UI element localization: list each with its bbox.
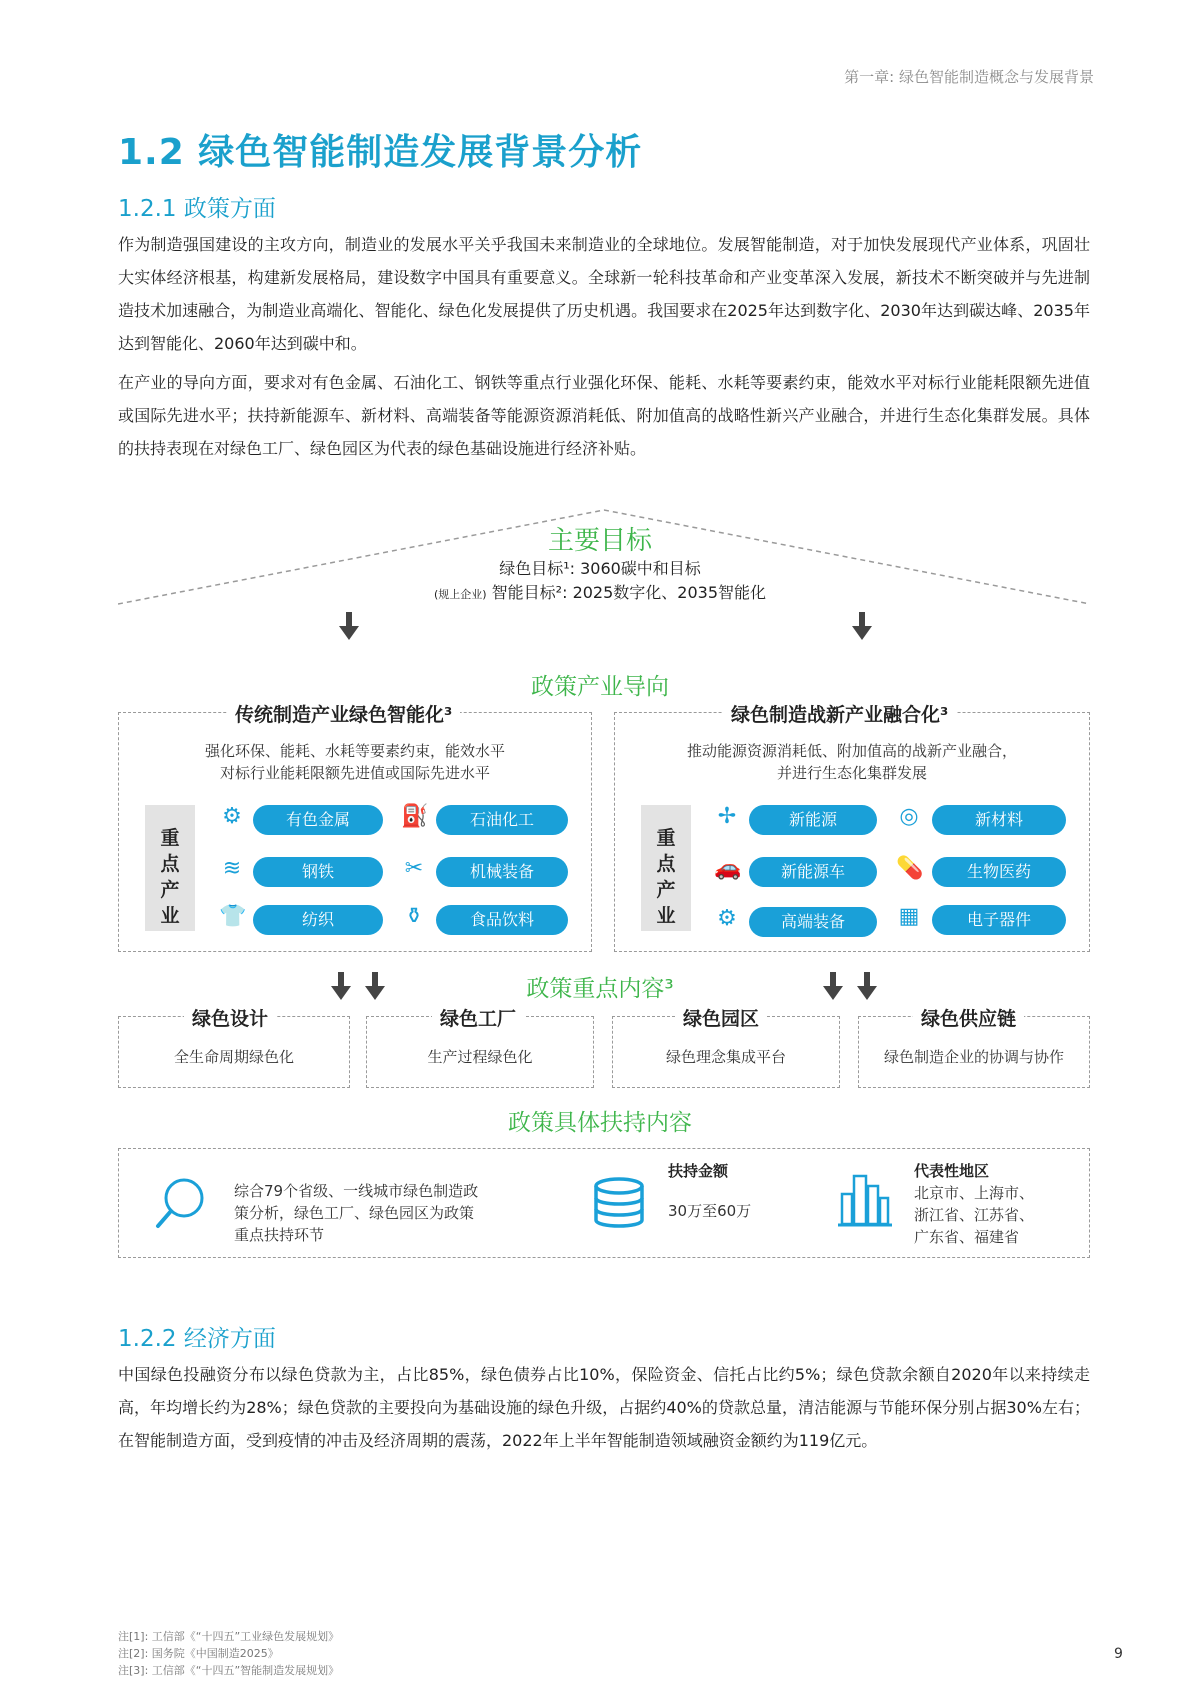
machinery-icon: ✂ — [404, 856, 424, 881]
smart-goal-line — [0, 580, 1200, 603]
guidance-title: 政策产业导向 — [531, 674, 669, 700]
steel-icon: ≋ — [222, 856, 242, 881]
economy-subtitle: 1.2.2 经济方面 — [118, 1326, 276, 1352]
industry-pill: 生物医药 — [932, 857, 1066, 887]
support-scope-line: 策分析，绿色工厂、绿色园区为政策 — [234, 1204, 475, 1222]
focus-box-desc: 全生命周期绿色化 — [173, 1048, 294, 1066]
industry-pill: 有色金属 — [253, 805, 383, 835]
page-number: 9 — [1114, 1646, 1123, 1662]
chip-icon: ▦ — [898, 904, 920, 929]
industry-pill: 高端装备 — [749, 907, 877, 937]
focus-box-title: 绿色设计 — [184, 1004, 276, 1031]
emerging-desc-2: 并进行生态化集群发展 — [776, 764, 927, 782]
amount-value: 30万至60万 — [668, 1202, 752, 1220]
emerging-box-title: 绿色制造战新产业融合化³ — [723, 700, 956, 727]
database-icon — [592, 1176, 646, 1230]
chapter-header: 第一章: 绿色智能制造概念与发展背景 — [844, 68, 1094, 86]
scope-note: (规上企业) — [433, 588, 487, 601]
policy-paragraph-2: 在产业的导向方面，要求对有色金属、石油化工、钢铁等重点行业强化环保、能耗、水耗等要素约束，能效水平对标行业能耗限额先进值或国际先进水平；扶持新能源车、新材料、高端装备等能源资源消耗低、附加值高的战略性新兴产业融合，并进行生态化集群发展。具体的扶持表现在对绿色工厂、绿色园区为代表的绿色基础设施进行经济补贴。 — [118, 373, 1090, 458]
material-coil-icon: ◎ — [899, 804, 919, 829]
metal-icon: ⚙ — [222, 804, 242, 829]
region-list — [914, 1182, 1034, 1248]
region-line: 浙江省、江苏省、 — [914, 1206, 1035, 1224]
green-goal: 绿色目标¹: 3060碳中和目标 — [499, 559, 701, 578]
industry-pill: 新能源 — [749, 805, 877, 835]
focus-box-desc: 生产过程绿色化 — [427, 1048, 533, 1066]
emerging-key-industry-label: 重点产业 — [641, 805, 691, 931]
wind-turbine-icon: ✢ — [717, 804, 737, 829]
focus-box-desc: 绿色理念集成平台 — [665, 1048, 786, 1066]
industry-pill: 新材料 — [932, 805, 1066, 835]
footnotes — [118, 1628, 339, 1679]
down-arrow-icon — [338, 612, 360, 642]
support-scope-line: 重点扶持环节 — [234, 1226, 325, 1244]
capsule-icon: 💊 — [896, 856, 924, 881]
focus-box-title: 绿色供应链 — [913, 1004, 1024, 1031]
policy-paragraph-1: 作为制造强国建设的主攻方向，制造业的发展水平关乎我国未来制造业的全球地位。发展智能制造，对于加快发展现代产业体系，巩固壮大实体经济根基，构建新发展格局，建设数字中国具有重要意义。全球新一轮科技革命和产业变革深入发展，新技术不断突破并与先进制造技术加速融合，为制造业高端化、智能化、绿色化发展提供了历史机遇。我国要求在2025年达到数字化、2030年达到碳达峰、2035年达到智能化、2060年达到碳中和。 — [118, 235, 1090, 353]
footnote: 注[3]: 工信部《“十四五”智能制造发展规划》 — [118, 1664, 340, 1677]
city-buildings-icon — [838, 1172, 892, 1228]
industry-pill: 食品饮料 — [436, 905, 568, 935]
bottles-icon: ⚱ — [404, 904, 424, 929]
footnote: 注[1]: 工信部《“十四五”工业绿色发展规划》 — [118, 1630, 340, 1643]
emerging-desc-1: 推动能源资源消耗低、附加值高的战新产业融合， — [686, 742, 1017, 760]
region-line: 北京市、上海市、 — [914, 1184, 1035, 1202]
industry-pill: 新能源车 — [749, 857, 877, 887]
traditional-box-title: 传统制造产业绿色智能化³ — [227, 700, 460, 727]
main-goal-title: 主要目标 — [547, 526, 652, 556]
focus-title: 政策重点内容³ — [526, 976, 674, 1002]
smart-goal: 智能目标²: 2025数字化、2035智能化 — [491, 583, 767, 602]
industry-pill: 机械装备 — [436, 857, 568, 887]
footnote: 注[2]: 国务院《中国制造2025》 — [118, 1647, 279, 1660]
economy-paragraph: 中国绿色投融资分布以绿色贷款为主，占比85%，绿色债券占比10%，保险资金、信托占比约5%；绿色贷款余额自2020年以来持续走高，年均增长约为28%；绿色贷款的主要投向为基础设施的绿色升级，占据约40%的贷款总量，清洁能源与节能环保分别占据30%左右；在智能制造方面，受到疫情的冲击及经济周期的震荡，2022年上半年智能制造领域融资金额约为119亿元。 — [118, 1365, 1090, 1450]
down-arrow-icon — [851, 612, 873, 642]
policy-subtitle: 1.2.1 政策方面 — [118, 196, 276, 222]
region-label: 代表性地区 — [914, 1162, 990, 1180]
industry-pill: 钢铁 — [253, 857, 383, 887]
tshirt-icon: 👕 — [219, 904, 247, 929]
car-icon: 🚗 — [714, 856, 742, 881]
industry-pill: 石油化工 — [436, 805, 568, 835]
petrochemical-icon: ⛽ — [401, 804, 429, 829]
industry-pill: 电子器件 — [932, 905, 1066, 935]
focus-box-title: 绿色园区 — [675, 1004, 767, 1031]
support-scope — [234, 1180, 478, 1246]
magnifier-icon — [154, 1174, 210, 1230]
traditional-key-industry-label: 重点产业 — [145, 805, 195, 931]
industry-pill: 纺织 — [253, 905, 383, 935]
region-line: 广东省、福建省 — [914, 1228, 1020, 1246]
traditional-desc-1: 强化环保、能耗、水耗等要素约束，能效水平 — [204, 742, 505, 760]
gear-icon: ⚙ — [717, 906, 737, 931]
focus-box-title: 绿色工厂 — [432, 1004, 524, 1031]
support-scope-line: 综合79个省级、一线城市绿色制造政 — [234, 1182, 479, 1200]
traditional-desc-2: 对标行业能耗限额先进值或国际先进水平 — [219, 764, 490, 782]
focus-box-desc: 绿色制造企业的协调与协作 — [883, 1048, 1064, 1066]
support-title: 政策具体扶持内容 — [508, 1110, 692, 1136]
section-title: 1.2 绿色智能制造发展背景分析 — [118, 132, 643, 173]
amount-label: 扶持金额 — [668, 1162, 729, 1180]
